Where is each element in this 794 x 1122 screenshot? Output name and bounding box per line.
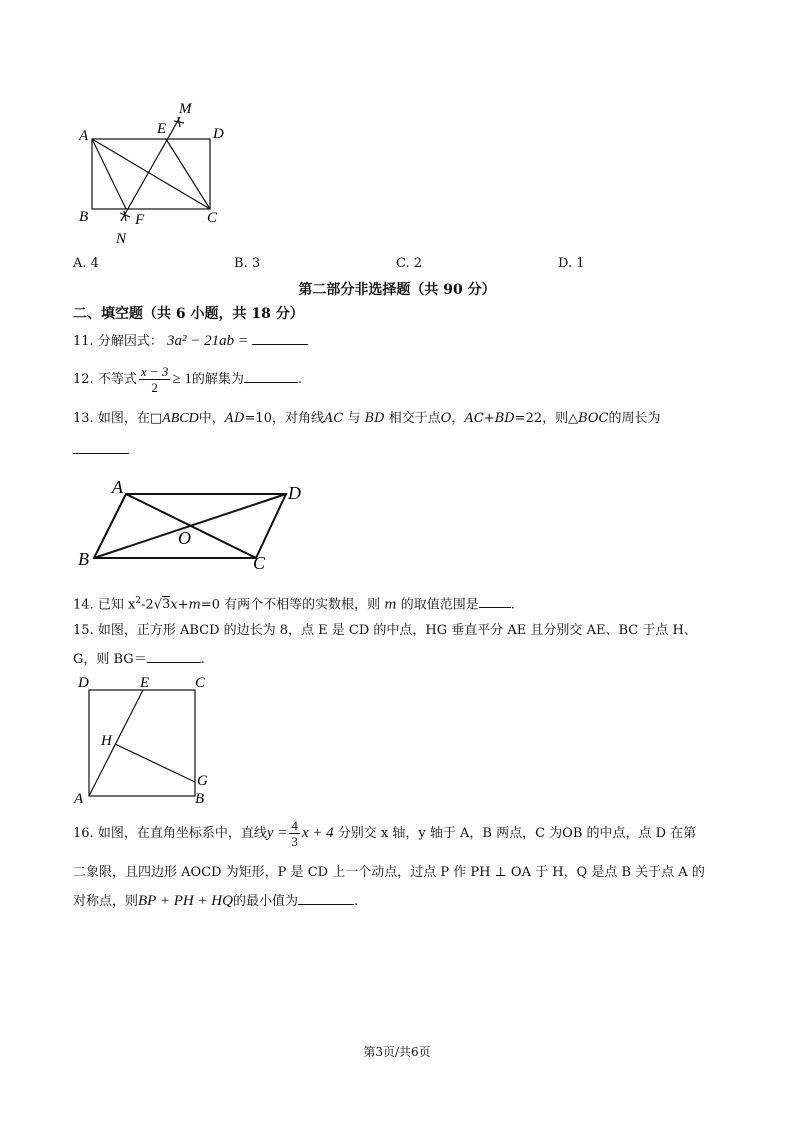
label-A: A bbox=[112, 477, 123, 497]
question-16-line-1 bbox=[73, 816, 696, 850]
part2-title: 第二部分非选择题（共 90 分） bbox=[298, 282, 496, 298]
label-A: A bbox=[79, 128, 89, 144]
q12-fraction bbox=[139, 364, 171, 395]
question-15-line-1 bbox=[73, 622, 697, 640]
q11-prefix: 分解因式： bbox=[97, 334, 163, 349]
question-13 bbox=[73, 410, 661, 428]
q16-answer-blank[interactable] bbox=[298, 892, 354, 905]
label-B: B bbox=[79, 209, 89, 225]
q14-sqrt-value: 3 bbox=[162, 597, 171, 613]
q12-frac-num: x − 3 bbox=[140, 364, 169, 379]
q13-text-l: AC bbox=[464, 411, 484, 426]
q14-sqrt-symbol: √ bbox=[153, 597, 162, 613]
question-15-line-2 bbox=[73, 650, 205, 669]
option-a: A. 4 bbox=[73, 256, 99, 271]
q14-text-a: 已知 x bbox=[97, 597, 136, 613]
q13-answer-blank[interactable] bbox=[73, 453, 129, 454]
q16-fraction bbox=[289, 818, 300, 849]
q15-line-2-text: G，则 BG＝ bbox=[73, 652, 147, 667]
q16-end: . bbox=[354, 894, 359, 909]
question-14 bbox=[73, 592, 515, 614]
question-11 bbox=[73, 332, 308, 351]
q13-text-a: 如图，在 bbox=[97, 411, 150, 426]
q16-number: 16. bbox=[73, 826, 94, 841]
q14-text-c: x bbox=[170, 597, 178, 613]
label-F: F bbox=[135, 212, 145, 228]
label-C: C bbox=[253, 553, 266, 573]
q14-answer-blank[interactable] bbox=[479, 595, 511, 608]
label-N: N bbox=[116, 231, 127, 247]
q15-line-1-text: 如图，正方形 ABCD 的边长为 8，点 E 是 CD 的中点，HG 垂直平分 AE 且分别交 AE、BC 于点 H、 bbox=[97, 623, 697, 638]
q11-expression: 3a² − 21ab = bbox=[166, 333, 248, 349]
q15-number: 15. bbox=[73, 623, 94, 638]
q13-number: 13. bbox=[73, 411, 94, 426]
q13-text-e: =10，对角线 bbox=[244, 411, 324, 426]
label-D: D bbox=[213, 126, 224, 142]
label-H: H bbox=[101, 733, 112, 749]
label-D: D bbox=[78, 675, 89, 691]
q16-frac-num: 4 bbox=[291, 818, 298, 833]
label-B: B bbox=[195, 791, 205, 807]
option-c: C. 2 bbox=[396, 256, 423, 271]
label-E: E bbox=[157, 121, 167, 137]
page-footer: 第3页/共6页 bbox=[363, 1045, 431, 1059]
label-G: G bbox=[197, 773, 208, 789]
q12-suffix: 的解集为 bbox=[191, 372, 244, 387]
figure-parallelogram bbox=[72, 475, 322, 575]
q11-number: 11. bbox=[73, 334, 94, 349]
label-C: C bbox=[195, 675, 206, 691]
q13-text-g: 与 bbox=[347, 411, 361, 426]
q13-parallelogram-symbol: □ bbox=[149, 411, 163, 426]
label-D: D bbox=[288, 483, 301, 503]
label-B: B bbox=[78, 549, 89, 569]
q13-text-i: 相交于点 bbox=[388, 411, 441, 426]
q15-answer-blank[interactable] bbox=[147, 650, 201, 663]
q16-line-3-text-b: 的最小值为 bbox=[232, 894, 298, 909]
question-12 bbox=[73, 362, 302, 396]
question-16-line-3 bbox=[73, 892, 358, 911]
q12-frac-den: 2 bbox=[151, 380, 158, 395]
q16-expression: BP + PH + HQ bbox=[138, 893, 233, 909]
q13-text-j: O bbox=[440, 411, 452, 426]
q13-text-k: ， bbox=[451, 411, 465, 426]
q15-end: . bbox=[200, 652, 205, 667]
q14-number: 14. bbox=[73, 597, 94, 613]
q13-text-m: + bbox=[483, 411, 495, 426]
label-M: M bbox=[179, 101, 192, 117]
q13-text-q: 的周长为 bbox=[608, 411, 661, 426]
option-d: D. 1 bbox=[558, 256, 585, 271]
q14-text-h: 的取值范围是 bbox=[400, 597, 479, 613]
q16-equation-rest: x + 4 bbox=[301, 825, 334, 841]
q13-text-f: AC bbox=[323, 411, 344, 426]
question-16-line-2: 二象限，且四边形 AOCD 为矩形，P 是 CD 上一个动点，过点 P 作 PH ⊥ OA 于 H，Q 是点 B 关于点 A 的 bbox=[73, 865, 705, 880]
q14-text-b: -2 bbox=[141, 597, 154, 613]
q13-text-n: BD bbox=[494, 411, 515, 426]
q14-text-e: m bbox=[188, 597, 201, 613]
label-C: C bbox=[207, 210, 218, 226]
figure-square bbox=[70, 672, 220, 812]
q13-text-b: ABCD bbox=[162, 411, 199, 426]
q12-relation: ≥ 1 bbox=[172, 371, 192, 387]
q16-frac-den: 3 bbox=[291, 834, 298, 849]
label-E: E bbox=[140, 675, 150, 691]
q16-equation-y: y = bbox=[266, 825, 288, 841]
section-title: 二、填空题（共 6 小题，共 18 分） bbox=[73, 306, 304, 322]
q13-text-o: =22，则△ bbox=[514, 411, 579, 426]
q12-number: 12. bbox=[73, 372, 94, 387]
q12-end: . bbox=[297, 372, 303, 387]
option-b: B. 3 bbox=[234, 256, 261, 271]
q13-text-c: 中， bbox=[198, 411, 225, 426]
q14-end: . bbox=[510, 597, 515, 613]
q14-text-f: =0 有两个不相等的实数根，则 bbox=[200, 597, 381, 613]
label-A: A bbox=[74, 791, 84, 807]
q13-text-p: BOC bbox=[578, 411, 609, 426]
q16-line-1-text-b: 分别交 x 轴，y 轴于 A，B 两点，C 为OB 的中点，点 D 在第 bbox=[337, 826, 697, 841]
q16-line-1-text-a: 如图，在直角坐标系中，直线 bbox=[97, 826, 267, 841]
label-O: O bbox=[178, 528, 191, 548]
figure-rectangle bbox=[70, 95, 240, 250]
q14-text-d: + bbox=[177, 597, 189, 613]
q12-prefix: 不等式 bbox=[97, 372, 137, 387]
q16-line-3-text-a: 对称点，则 bbox=[73, 894, 139, 909]
q11-answer-blank[interactable] bbox=[252, 332, 308, 345]
q13-text-d: AD bbox=[224, 411, 245, 426]
q14-superscript: 2 bbox=[135, 596, 142, 606]
q14-text-g: m bbox=[384, 597, 397, 613]
q12-answer-blank[interactable] bbox=[244, 370, 298, 383]
q13-text-h: BD bbox=[364, 411, 385, 426]
